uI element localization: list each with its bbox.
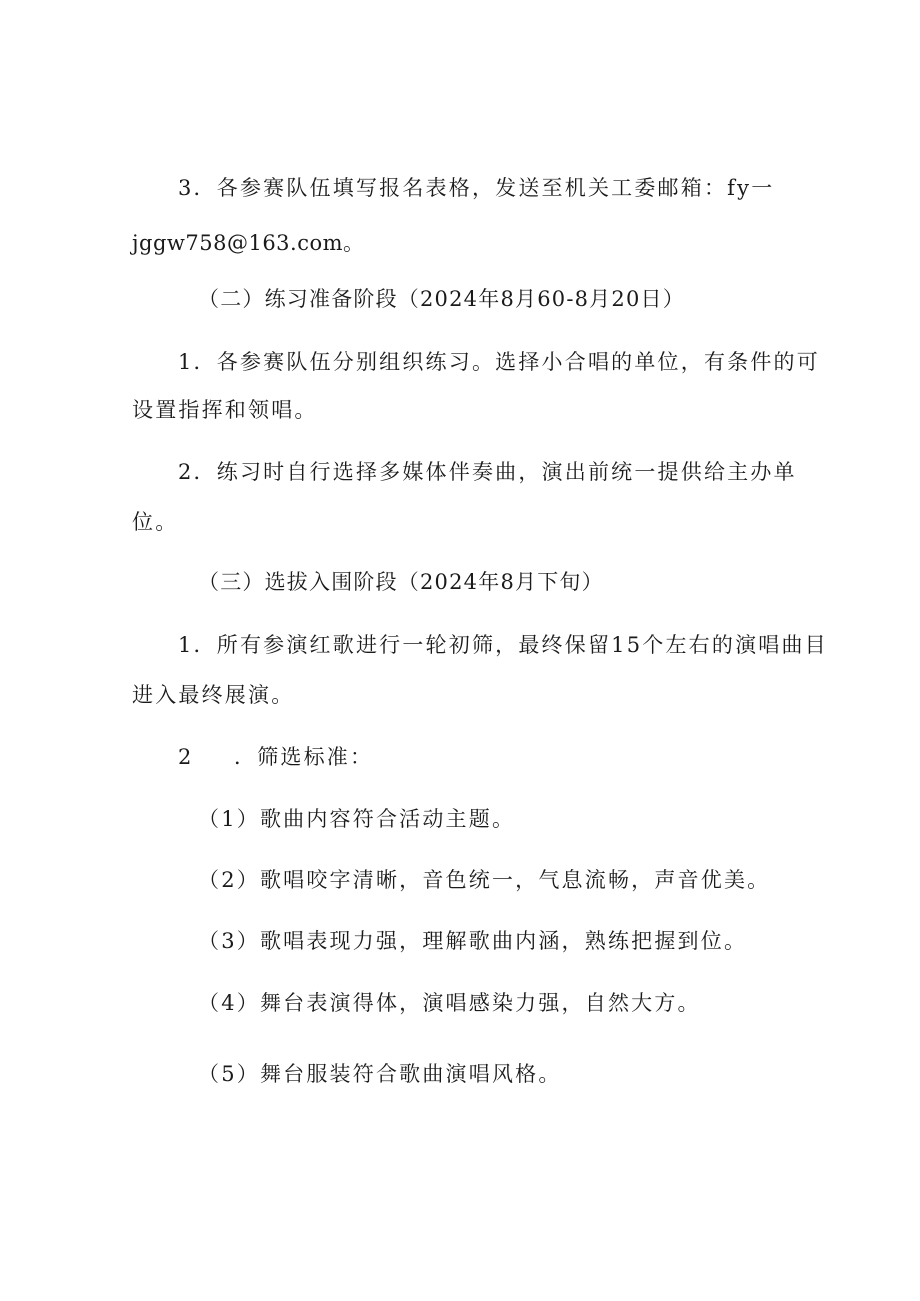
s3-item2-number: 2	[178, 745, 194, 769]
s2-item2-line1: 2．练习时自行选择多媒体伴奏曲，演出前统一提供给主办单	[178, 460, 797, 484]
item3-line2: jggw758@163.com。	[132, 231, 365, 255]
item3-line1: 3．各参赛队伍填写报名表格，发送至机关工委邮箱：fy一	[178, 176, 775, 200]
s3-item1-line1: 1．所有参演红歌进行一轮初筛，最终保留15个左右的演唱曲目	[178, 633, 828, 657]
criteria-item: （5）舞台服装符合歌曲演唱风格。	[198, 1062, 562, 1086]
s2-item1-line2: 设置指挥和领唱。	[132, 398, 318, 422]
s2-item2-line2: 位。	[132, 510, 179, 534]
section-3-heading: （三）选拔入围阶段（2024年8月下旬）	[198, 570, 604, 594]
section-2-heading: （二）练习准备阶段（2024年8月60-8月20日）	[198, 287, 685, 311]
criteria-item: （1）歌曲内容符合活动主题。	[198, 807, 516, 831]
criteria-item: （4）舞台表演得体，演唱感染力强，自然大方。	[198, 991, 701, 1015]
s3-item1-line2: 进入最终展演。	[132, 683, 295, 707]
criteria-item: （3）歌唱表现力强，理解歌曲内涵，熟练把握到位。	[198, 929, 748, 953]
s2-item1-line1: 1．各参赛队伍分别组织练习。选择小合唱的单位，有条件的可	[178, 350, 820, 374]
criteria-item: （2）歌唱咬字清晰，音色统一，气息流畅，声音优美。	[198, 868, 771, 892]
s3-item2	[178, 743, 373, 771]
s3-item2-text: ．筛选标准：	[234, 745, 374, 769]
